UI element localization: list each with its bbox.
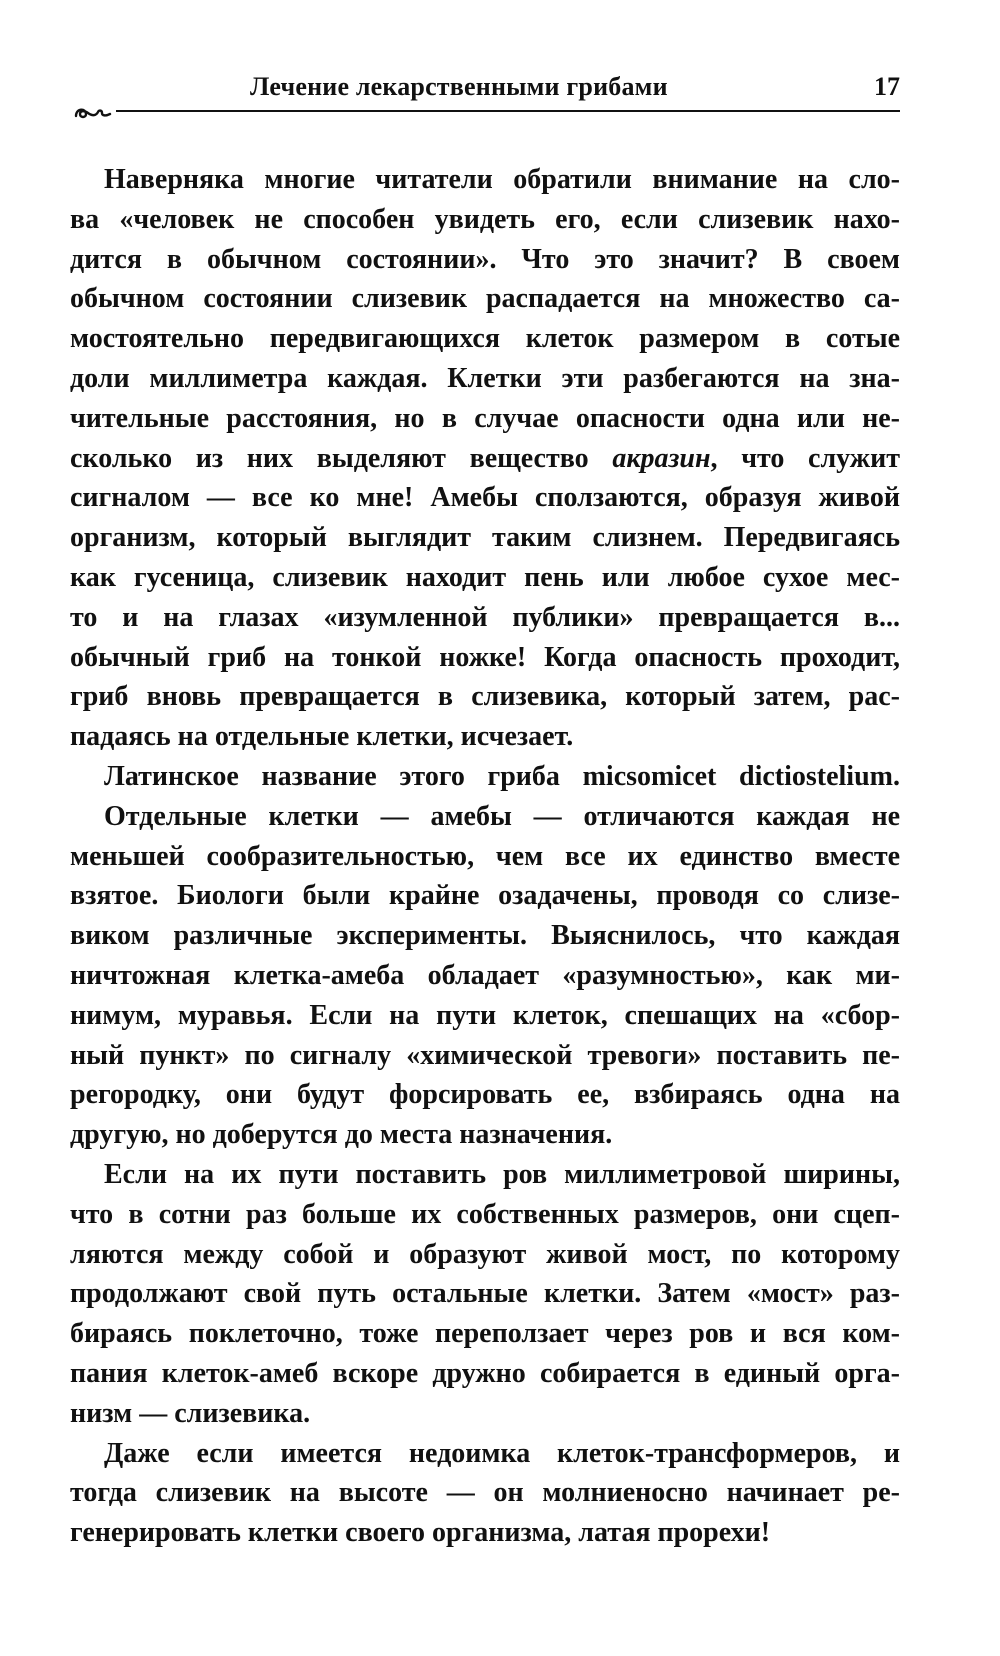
- text-line: чительные расстояния, но в случае опасности одна или не-: [70, 402, 900, 434]
- italic-term: акразин: [612, 442, 711, 474]
- text-line: другую, но доберутся до места назначения.: [70, 1119, 613, 1151]
- text-line: гриб вновь превращается в слизевика, который затем, рас-: [70, 681, 900, 713]
- text-line: виком различные эксперименты. Выяснилось, что каждая: [70, 920, 900, 952]
- header-rule: [116, 110, 900, 112]
- text-line-with-term: [70, 439, 900, 479]
- text-line: падаясь на отдельные клетки, исчезает.: [70, 721, 574, 753]
- paragraph-2: [70, 757, 900, 797]
- text-line: Отдельные клетки — амебы — отличаются каждая не: [104, 800, 900, 832]
- text-line: ляются между собой и образуют живой мост, по которому: [70, 1238, 900, 1270]
- text-line: организм, который выглядит таким слизнем. Передвигаясь: [70, 522, 900, 554]
- text-line: ничтожная клетка-амеба обладает «разумностью», как ми-: [70, 959, 900, 991]
- text-line: Если на их пути поставить ров миллиметровой ширины,: [104, 1158, 900, 1190]
- text-line: Латинское название этого гриба micsomicet dictiostelium.: [104, 760, 900, 792]
- paragraph-5: [70, 1434, 900, 1553]
- running-head: [70, 72, 900, 116]
- text-line: ва «человек не способен увидеть его, если слизевик нахо-: [70, 203, 900, 235]
- text-line: ный пункт» по сигналу «химической тревоги» поставить пе-: [70, 1039, 900, 1071]
- text-line: нимум, муравья. Если на пути клеток, спешащих на «сбор-: [70, 999, 900, 1031]
- text-line: дится в обычном состоянии». Что это значит? В своем: [70, 243, 900, 275]
- text-line: Наверняка многие читатели обратили внимание на сло-: [104, 164, 900, 195]
- paragraph-1: [70, 160, 900, 757]
- page-number: 17: [874, 72, 900, 101]
- text-line: продолжают свой путь остальные клетки. Затем «мост» раз-: [70, 1278, 900, 1310]
- text-line: пания клеток-амеб вскоре дружно собирается в единый орга-: [70, 1357, 900, 1389]
- paragraph-4: [70, 1155, 900, 1434]
- running-head-title: Лечение лекарственными грибами: [250, 72, 668, 101]
- text-line: обычном состоянии слизевик распадается на множество са-: [70, 283, 900, 315]
- text-line: взятое. Биологи были крайне озадачены, проводя со слизе-: [70, 880, 900, 912]
- text-fragment: , что служит: [710, 442, 900, 474]
- body-text: [70, 160, 900, 1553]
- text-line: что в сотни раз больше их собственных размеров, они сцеп-: [70, 1198, 900, 1230]
- text-line: меньшей сообразительностью, чем все их единство вместе: [70, 840, 900, 872]
- text-line: то и на глазах «изумленной публики» превращается в...: [70, 601, 900, 633]
- flourish-icon: [72, 102, 112, 122]
- text-line: мостоятельно передвигающихся клеток размером в сотые: [70, 323, 900, 355]
- text-line: низм — слизевика.: [70, 1397, 311, 1429]
- text-line: тогда слизевик на высоте — он молниеносно начинает ре-: [70, 1477, 900, 1509]
- text-line: как гусеница, слизевик находит пень или любое сухое мес-: [70, 561, 900, 593]
- text-line: доли миллиметра каждая. Клетки эти разбегаются на зна-: [70, 362, 900, 394]
- text-line: сигналом — все ко мне! Амебы сползаются, образуя живой: [70, 482, 900, 514]
- text-line: регородку, они будут форсировать ее, взбираясь одна на: [70, 1079, 900, 1111]
- text-line: обычный гриб на тонкой ножке! Когда опасность проходит,: [70, 641, 900, 673]
- text-line: бираясь поклеточно, тоже переползает через ров и вся ком-: [70, 1318, 900, 1350]
- text-fragment: сколько из них выделяют вещество: [70, 442, 613, 474]
- paragraph-3: [70, 797, 900, 1155]
- text-line: генерировать клетки своего организма, латая прорехи!: [70, 1517, 771, 1549]
- text-line: Даже если имеется недоимка клеток-трансформеров, и: [104, 1437, 900, 1469]
